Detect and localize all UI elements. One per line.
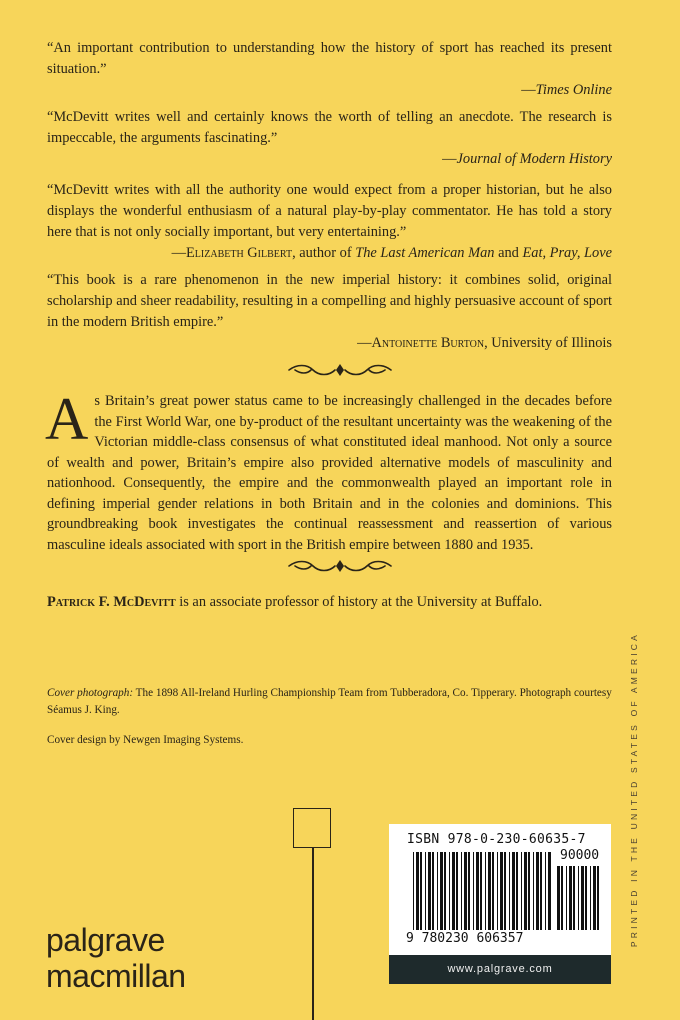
- barcode-bar: [428, 852, 431, 930]
- author-bio-text: is an associate professor of history at the University at Buffalo.: [175, 594, 543, 610]
- cover-design-credit: Cover design by Newgen Imaging Systems.: [47, 734, 244, 746]
- barcode-bar: [461, 852, 462, 930]
- barcode-bar: [561, 866, 563, 930]
- attribution-name: Antoinette Burton: [371, 335, 485, 351]
- barcode-bar: [557, 866, 560, 930]
- barcode-bar: [548, 852, 551, 930]
- barcode-bar: [573, 866, 575, 930]
- barcode-bar: [488, 852, 491, 930]
- review-4: [47, 270, 612, 354]
- ornament-flourish-icon: [285, 556, 395, 576]
- barcode-bar: [528, 852, 530, 930]
- author-name: Patrick F. McDevitt: [47, 594, 176, 610]
- review-3: [47, 180, 612, 264]
- attribution-mid: , author of: [292, 245, 356, 261]
- attribution-work-2: Eat, Pray, Love: [522, 245, 612, 261]
- ornament-flourish-icon: [285, 360, 395, 380]
- review-quote: “McDevitt writes with all the authority one would expect from a proper historian, but he also displays the wonderful enthusiasm of a natural play-by-play commentator. He has told a story here that is not only socially important, but very entertaining.”: [47, 182, 612, 240]
- barcode-bar: [540, 852, 542, 930]
- review-attribution: [47, 80, 612, 101]
- barcode-bar: [581, 866, 584, 930]
- barcode-bar: [440, 852, 443, 930]
- attribution-dash: —: [171, 245, 187, 261]
- attribution-and: and: [494, 245, 523, 261]
- cover-photo-credit: [47, 685, 612, 719]
- publisher-logo-line1: palgrave: [46, 922, 165, 958]
- barcode-main-number: 9 780230 606357: [406, 931, 524, 946]
- barcode-bar: [500, 852, 503, 930]
- barcode-bar: [524, 852, 527, 930]
- barcode-bar: [473, 852, 474, 930]
- barcode-bar: [521, 852, 522, 930]
- review-quote: “McDevitt writes well and certainly knows the worth of telling an anecdote. The research is impeccable, the arguments fascinating.”: [47, 109, 612, 146]
- printed-in-text: PRINTED IN THE UNITED STATES OF AMERICA: [629, 632, 639, 948]
- review-2: [47, 107, 612, 170]
- barcode-bar: [566, 866, 567, 930]
- barcode-bar: [585, 866, 587, 930]
- barcode-bar: [449, 852, 450, 930]
- isbn-barcode: [389, 824, 611, 984]
- attribution-dash: —: [442, 151, 457, 167]
- barcode-bar: [590, 866, 591, 930]
- barcode-bar: [437, 852, 438, 930]
- barcode-bar: [480, 852, 482, 930]
- barcode-bar: [569, 866, 572, 930]
- barcode-bar: [536, 852, 539, 930]
- publisher-logo-line2: macmillan: [46, 958, 186, 994]
- barcode-bar: [485, 852, 486, 930]
- attribution-source: Times Online: [535, 82, 612, 98]
- book-description: [45, 386, 612, 555]
- barcode-bar: [452, 852, 455, 930]
- printed-in-notice: [629, 632, 647, 992]
- publisher-logo: [46, 922, 186, 994]
- review-attribution: [47, 149, 612, 170]
- barcode-bar: [476, 852, 479, 930]
- barcode-bar: [533, 852, 534, 930]
- barcode-bar: [593, 866, 596, 930]
- barcode-bar: [432, 852, 434, 930]
- attribution-name: Elizabeth Gilbert: [186, 245, 293, 261]
- barcode-bar: [597, 866, 599, 930]
- barcode-bar: [444, 852, 446, 930]
- square-frame-icon: [293, 808, 331, 848]
- barcode-bar: [464, 852, 467, 930]
- barcode-bar: [413, 852, 414, 930]
- barcode-bar: [497, 852, 498, 930]
- author-bio: [47, 592, 612, 612]
- attribution-source: Journal of Modern History: [456, 151, 612, 167]
- attribution-work-1: The Last American Man: [355, 245, 495, 261]
- description-text: s Britain’s great power status came to be increasingly challenged in the decades before the First World War, one by-product of the resultant uncertainty was the weakening of the Victorian middle-class consensus of what constituted ideal manhood. Not only a source of wealth and power, Britain’s empire also provided alternative models of masculinity and nationhood. Consequently, the empire and the commonwealth played an important role in defining imperial gender relations in both Britain and in the colonies and dominions. This groundbreaking book investigates the continual reassessment and reassertion of various masculine ideals associated with sport in the British empire between 1880 and 1935.: [47, 393, 612, 553]
- photo-credit-text: The 1898 All-Ireland Hurling Championship Team from Tubberadora, Co. Tipperary. Photograph courtesy Séamus J. King.: [47, 687, 612, 716]
- attribution-dash: —: [521, 82, 536, 98]
- barcode-bar: [425, 852, 426, 930]
- barcode-bar: [516, 852, 518, 930]
- drop-cap: A: [45, 386, 89, 452]
- barcode-bar: [492, 852, 494, 930]
- review-1: [47, 38, 612, 101]
- barcode-bar: [545, 852, 546, 930]
- barcode-bar: [512, 852, 515, 930]
- barcode-bar: [578, 866, 579, 930]
- barcode-bar: [509, 852, 510, 930]
- attribution-dash: —: [357, 335, 372, 351]
- isbn-label: ISBN 978-0-230-60635-7: [407, 832, 586, 847]
- barcode-bar: [420, 852, 422, 930]
- publisher-url: www.palgrave.com: [389, 955, 611, 984]
- attribution-rest: , University of Illinois: [484, 335, 612, 351]
- review-attribution: [47, 333, 612, 354]
- review-attribution: [47, 243, 612, 264]
- barcode-bar: [468, 852, 470, 930]
- review-quote: “An important contribution to understanding how the history of sport has reached its present situation.”: [47, 40, 612, 77]
- barcode-addon-number: 90000: [560, 848, 600, 863]
- photo-credit-label: Cover photograph:: [47, 687, 134, 699]
- barcode-bar: [504, 852, 506, 930]
- barcode-bar: [416, 852, 419, 930]
- vertical-rule: [312, 848, 314, 1020]
- barcode-bar: [456, 852, 458, 930]
- review-quote: “This book is a rare phenomenon in the new imperial history: it combines solid, original scholarship and sheer readability, resulting in a compelling and highly persuasive account of sport in the modern British empire.”: [47, 272, 612, 330]
